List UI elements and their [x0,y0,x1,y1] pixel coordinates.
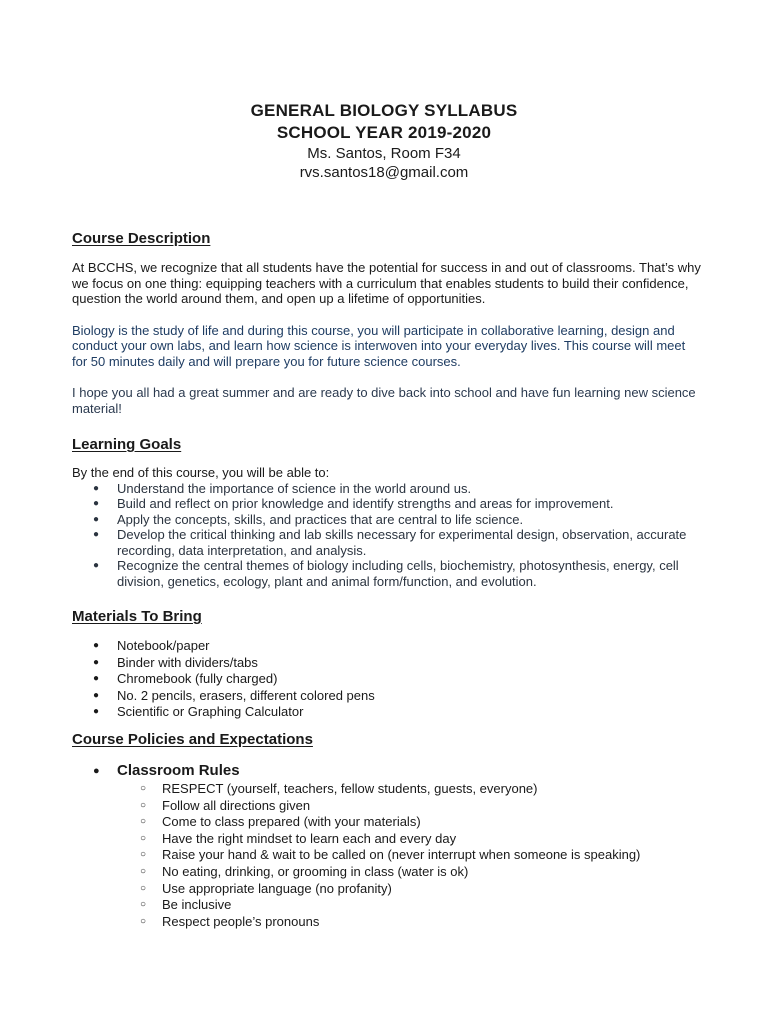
list-item: ○ Be inclusive [140,897,232,913]
list-item: ● Build and reflect on prior knowledge and identify strengths and areas for improvement. [93,496,614,511]
bullet-icon: ● [93,673,100,684]
circle-bullet-icon: ○ [140,799,147,811]
circle-bullet-icon: ○ [140,865,147,877]
bullet-icon: ● [93,513,100,525]
bullet-icon: ● [93,689,100,701]
circle-bullet-icon: ○ [140,849,147,861]
learning-goals-section [72,436,702,589]
learning-goals-list [72,481,702,590]
list-item: ○ Raise your hand & wait to be called on (never interrupt when someone is speaking) [140,847,641,863]
list-item: ○ Have the right mindset to learn each and every day [140,830,457,846]
teacher-room: Ms. Santos, Room F34 [307,145,461,162]
list-item: ○ Use appropriate language (no profanity) [140,880,392,896]
bullet-icon: ● [93,560,100,571]
course-description-para1: At BCCHS, we recognize that all students have the potential for success in and out of classrooms. That’s why we focus on one thing: equipping teachers with a curriculum that enables students to build their confidence, question the world around them, and open up a lifetime of opportunities. [72,260,701,306]
document-title-line2: SCHOOL YEAR 2019-2020 [276,123,492,142]
bullet-icon: ● [93,656,100,668]
classroom-rules-heading: ● Classroom Rules [93,762,240,779]
bullet-icon: ● [93,482,100,494]
list-item: ○ Respect people’s pronouns [140,913,320,929]
list-item: ● Scientific or Graphing Calculator [93,704,304,719]
list-item: ● No. 2 pencils, erasers, different colored pens [93,687,375,703]
list-item: ● Recognize the central themes of biology including cells, biochemistry, photosynthesis, energy, cell division, genetics, ecology, plant and animal form/function, and evolution. [93,558,679,589]
materials-section [72,608,702,721]
circle-bullet-icon: ○ [140,882,147,894]
bullet-icon: ● [93,765,100,777]
document-header [0,100,768,182]
bullet-icon: ● [93,529,100,540]
list-item: ● Apply the concepts, skills, and practices that are central to life science. [93,511,524,527]
classroom-rules-list [72,781,702,930]
list-item: ○ Follow all directions given [140,797,311,813]
list-item: ● Develop the critical thinking and lab skills necessary for experimental design, observation, accurate recording, data interpretation, and analysis. [93,527,687,558]
course-description-para2: Biology is the study of life and during this course, you will participate in collaborative learning, design and conduct your own labs, and learn how science is interwoven into your everyday lives. This course will meet for 50 minutes daily and will prepare you for future science courses. [72,322,686,369]
list-item: ○ No eating, drinking, or grooming in class (water is ok) [140,863,469,879]
course-description-heading: Course Description [72,230,211,247]
list-item: ● Understand the importance of science in the world around us. [93,480,472,496]
course-description-para3: I hope you all had a great summer and are ready to dive back into school and have fun learning new science material! [72,385,696,416]
circle-bullet-icon: ○ [140,816,147,828]
list-item: ● Binder with dividers/tabs [93,654,258,670]
bullet-icon: ● [93,640,100,651]
list-item: ○ Come to class prepared (with your materials) [140,814,421,830]
circle-bullet-icon: ○ [140,783,147,794]
list-item: ● Notebook/paper [93,638,210,653]
policies-section [72,731,702,930]
list-item: ● Chromebook (fully charged) [93,671,278,686]
learning-goals-heading: Learning Goals [72,436,182,453]
circle-bullet-icon: ○ [140,832,147,844]
teacher-email: rvs.santos18@gmail.com [299,164,469,181]
list-item: ○ RESPECT (yourself, teachers, fellow students, guests, everyone) [140,781,538,796]
course-description-section [72,230,702,416]
materials-heading: Materials To Bring [72,608,202,625]
policies-heading: Course Policies and Expectations [72,731,313,748]
document-title-line1: GENERAL BIOLOGY SYLLABUS [250,101,518,120]
circle-bullet-icon: ○ [140,915,147,927]
materials-list [72,638,702,721]
bullet-icon: ● [93,498,100,509]
circle-bullet-icon: ○ [140,899,147,911]
learning-goals-intro: By the end of this course, you will be able to: [72,465,330,480]
bullet-icon: ● [93,706,100,717]
